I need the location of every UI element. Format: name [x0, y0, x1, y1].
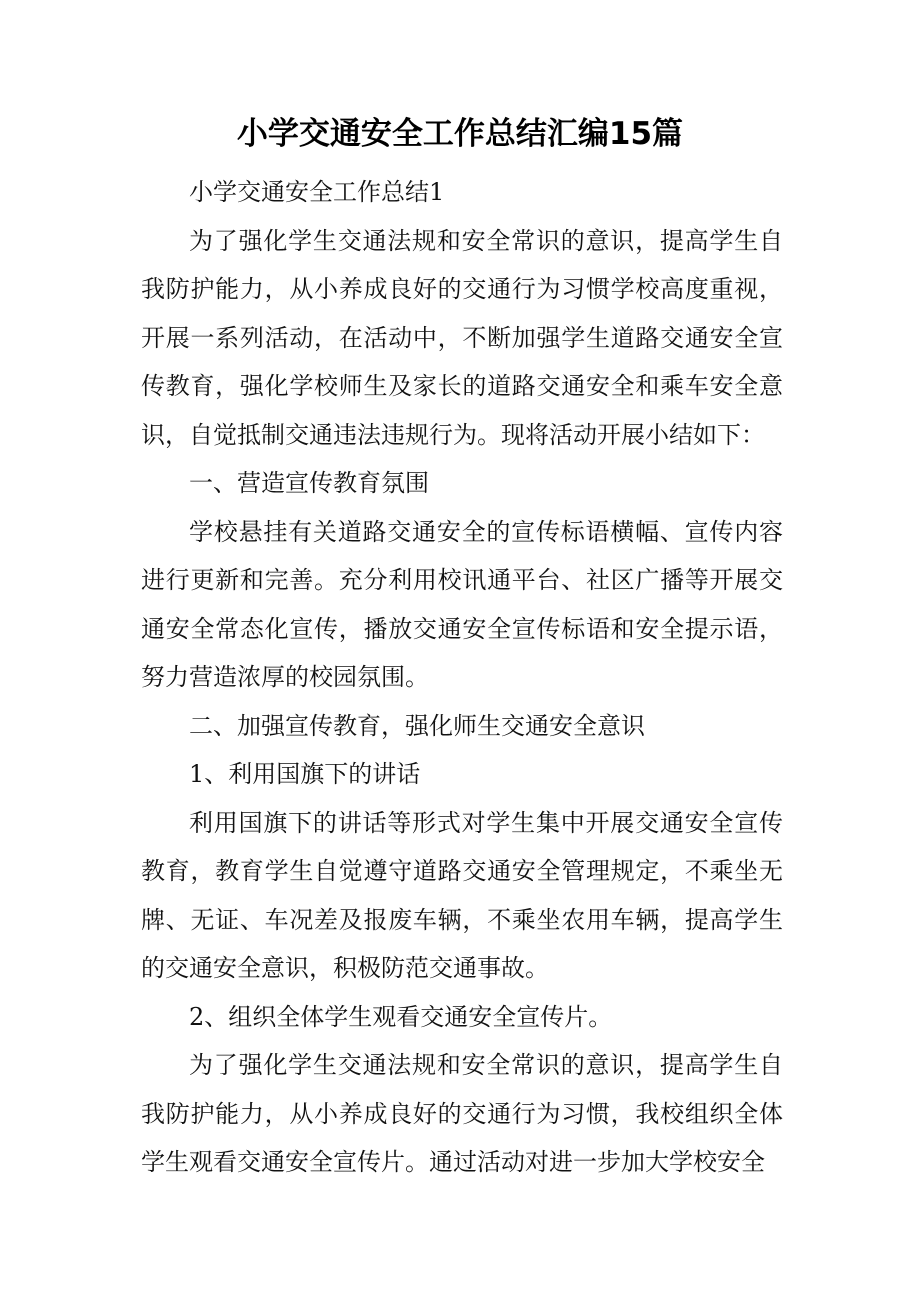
intro-paragraph: 为了强化学生交通法规和安全常识的意识，提高学生自我防护能力，从小养成良好的交通行为习惯学校高度重视，开展一系列活动，在活动中，不断加强学生道路交通安全宣传教育，强化学校师生及家长的道路交通安全和乘车安全意识，自觉抵制交通违法违规行为。现将活动开展小结如下：: [141, 226, 783, 449]
subsection-2-paragraph: 为了强化学生交通法规和安全常识的意识，提高学生自我防护能力，从小养成良好的交通行为习惯，我校组织全体学生观看交通安全宣传片。通过活动对进一步加大学校安全: [141, 1051, 783, 1176]
section-heading-summary-1: 小学交通安全工作总结1: [189, 178, 445, 206]
section-heading-2: 二、加强宣传教育，强化师生交通安全意识: [189, 711, 645, 740]
document-body: [141, 168, 783, 1187]
section-heading-1: 一、营造宣传教育氛围: [189, 469, 429, 497]
subsection-heading-1: 1、利用国旗下的讲话: [189, 760, 421, 788]
section-1-paragraph: 学校悬挂有关道路交通安全的宣传标语横幅、宣传内容进行更新和完善。充分利用校讯通平台、社区广播等开展交通安全常态化宣传，播放交通安全宣传标语和安全提示语，努力营造浓厚的校园氛围。: [141, 517, 783, 691]
subsection-heading-2: 2、组织全体学生观看交通安全宣传片。: [189, 1002, 613, 1031]
subsection-1-paragraph: 利用国旗下的讲话等形式对学生集中开展交通安全宣传教育，教育学生自觉遵守道路交通安全管理规定，不乘坐无牌、无证、车况差及报废车辆，不乘坐农用车辆，提高学生的交通安全意识，积极防范交通事故。: [141, 808, 783, 982]
document-title: 小学交通安全工作总结汇编15篇: [236, 116, 684, 152]
